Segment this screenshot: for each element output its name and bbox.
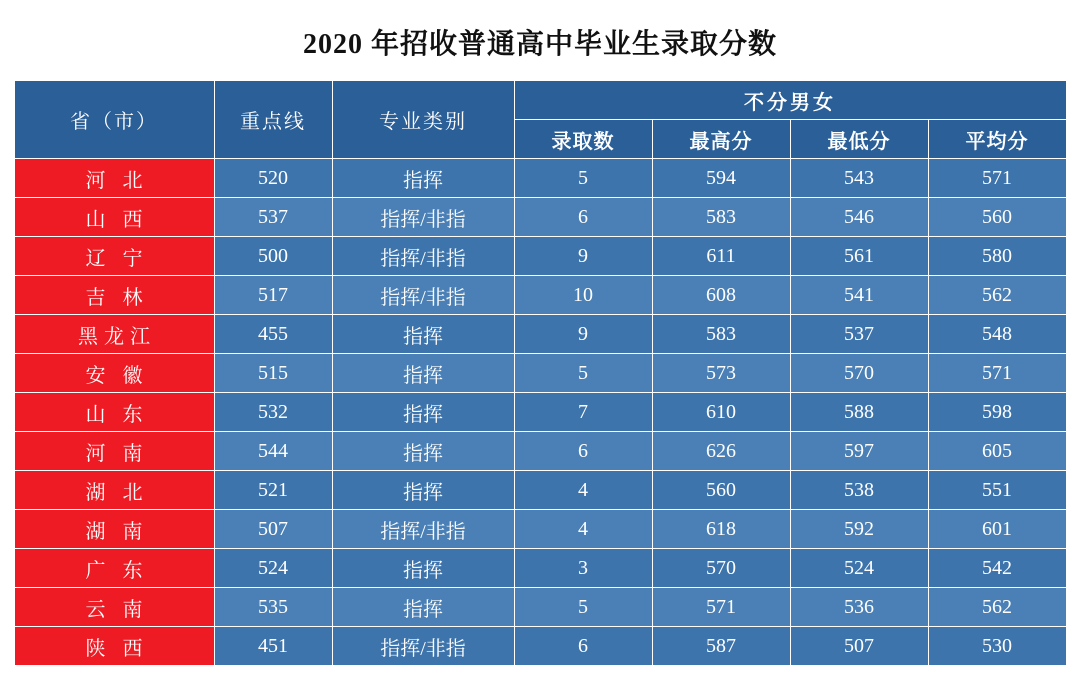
cell-lowest: 536	[790, 588, 928, 627]
cell-major-type: 指挥	[332, 159, 514, 198]
header-province: 省（市）	[14, 81, 214, 159]
cell-province: 辽 宁	[14, 237, 214, 276]
page-title: 2020 年招收普通高中毕业生录取分数	[302, 29, 777, 60]
cell-average: 571	[928, 354, 1066, 393]
cell-province: 陕 西	[14, 627, 214, 666]
cell-major-type: 指挥	[332, 432, 514, 471]
cell-lowest: 507	[790, 627, 928, 666]
table-row	[14, 159, 1066, 198]
cell-province: 河 北	[14, 159, 214, 198]
table-row	[14, 393, 1066, 432]
cell-lowest: 597	[790, 432, 928, 471]
cell-average: 530	[928, 627, 1066, 666]
cell-key-line: 532	[214, 393, 332, 432]
cell-admitted: 4	[514, 510, 652, 549]
cell-lowest: 537	[790, 315, 928, 354]
cell-major-type: 指挥	[332, 588, 514, 627]
cell-major-type: 指挥	[332, 471, 514, 510]
cell-highest: 626	[652, 432, 790, 471]
admission-scores-table	[14, 80, 1067, 666]
cell-key-line: 520	[214, 159, 332, 198]
cell-average: 560	[928, 198, 1066, 237]
table-header	[14, 81, 1066, 159]
cell-admitted: 4	[514, 471, 652, 510]
cell-lowest: 588	[790, 393, 928, 432]
cell-lowest: 592	[790, 510, 928, 549]
table-row	[14, 549, 1066, 588]
cell-highest: 618	[652, 510, 790, 549]
cell-average: 580	[928, 237, 1066, 276]
cell-admitted: 3	[514, 549, 652, 588]
cell-province: 湖 北	[14, 471, 214, 510]
header-group-all-genders: 不分男女	[514, 81, 1066, 120]
cell-highest: 611	[652, 237, 790, 276]
cell-lowest: 538	[790, 471, 928, 510]
cell-average: 542	[928, 549, 1066, 588]
cell-major-type: 指挥/非指	[332, 237, 514, 276]
cell-lowest: 561	[790, 237, 928, 276]
table-header-row-1	[14, 81, 1066, 120]
cell-key-line: 524	[214, 549, 332, 588]
table-row	[14, 471, 1066, 510]
cell-highest: 583	[652, 315, 790, 354]
cell-major-type: 指挥/非指	[332, 276, 514, 315]
cell-admitted: 5	[514, 588, 652, 627]
cell-highest: 610	[652, 393, 790, 432]
cell-highest: 587	[652, 627, 790, 666]
cell-lowest: 541	[790, 276, 928, 315]
cell-admitted: 6	[514, 627, 652, 666]
cell-province: 云 南	[14, 588, 214, 627]
cell-average: 598	[928, 393, 1066, 432]
table-row	[14, 315, 1066, 354]
header-highest-score: 最高分	[652, 120, 790, 159]
cell-admitted: 9	[514, 237, 652, 276]
cell-admitted: 7	[514, 393, 652, 432]
cell-major-type: 指挥	[332, 549, 514, 588]
cell-highest: 571	[652, 588, 790, 627]
cell-lowest: 524	[790, 549, 928, 588]
cell-province: 河 南	[14, 432, 214, 471]
table-row	[14, 510, 1066, 549]
cell-key-line: 451	[214, 627, 332, 666]
cell-lowest: 570	[790, 354, 928, 393]
cell-average: 562	[928, 276, 1066, 315]
header-key-line: 重点线	[214, 81, 332, 159]
table-row	[14, 198, 1066, 237]
cell-province: 黑龙江	[14, 315, 214, 354]
cell-province: 山 西	[14, 198, 214, 237]
cell-admitted: 10	[514, 276, 652, 315]
cell-admitted: 6	[514, 198, 652, 237]
cell-key-line: 455	[214, 315, 332, 354]
cell-admitted: 5	[514, 354, 652, 393]
cell-highest: 570	[652, 549, 790, 588]
cell-average: 551	[928, 471, 1066, 510]
cell-lowest: 543	[790, 159, 928, 198]
cell-highest: 583	[652, 198, 790, 237]
cell-average: 562	[928, 588, 1066, 627]
cell-average: 571	[928, 159, 1066, 198]
table-row	[14, 276, 1066, 315]
cell-average: 601	[928, 510, 1066, 549]
cell-key-line: 517	[214, 276, 332, 315]
table-body	[14, 159, 1066, 666]
cell-lowest: 546	[790, 198, 928, 237]
cell-key-line: 537	[214, 198, 332, 237]
cell-key-line: 535	[214, 588, 332, 627]
cell-major-type: 指挥/非指	[332, 510, 514, 549]
cell-key-line: 521	[214, 471, 332, 510]
cell-admitted: 9	[514, 315, 652, 354]
table-row	[14, 627, 1066, 666]
cell-major-type: 指挥/非指	[332, 198, 514, 237]
table-row	[14, 432, 1066, 471]
cell-highest: 594	[652, 159, 790, 198]
cell-major-type: 指挥	[332, 354, 514, 393]
cell-province: 广 东	[14, 549, 214, 588]
header-lowest-score: 最低分	[790, 120, 928, 159]
table-row	[14, 588, 1066, 627]
header-admitted-count: 录取数	[514, 120, 652, 159]
cell-province: 湖 南	[14, 510, 214, 549]
cell-key-line: 515	[214, 354, 332, 393]
cell-key-line: 507	[214, 510, 332, 549]
cell-average: 548	[928, 315, 1066, 354]
header-major-type: 专业类别	[332, 81, 514, 159]
cell-major-type: 指挥	[332, 315, 514, 354]
cell-province: 安 徽	[14, 354, 214, 393]
cell-highest: 573	[652, 354, 790, 393]
cell-key-line: 500	[214, 237, 332, 276]
cell-highest: 560	[652, 471, 790, 510]
table-row	[14, 354, 1066, 393]
cell-key-line: 544	[214, 432, 332, 471]
cell-province: 山 东	[14, 393, 214, 432]
cell-average: 605	[928, 432, 1066, 471]
header-average-score: 平均分	[928, 120, 1066, 159]
cell-major-type: 指挥/非指	[332, 627, 514, 666]
cell-highest: 608	[652, 276, 790, 315]
table-row	[14, 237, 1066, 276]
cell-admitted: 6	[514, 432, 652, 471]
cell-admitted: 5	[514, 159, 652, 198]
cell-major-type: 指挥	[332, 393, 514, 432]
cell-province: 吉 林	[14, 276, 214, 315]
